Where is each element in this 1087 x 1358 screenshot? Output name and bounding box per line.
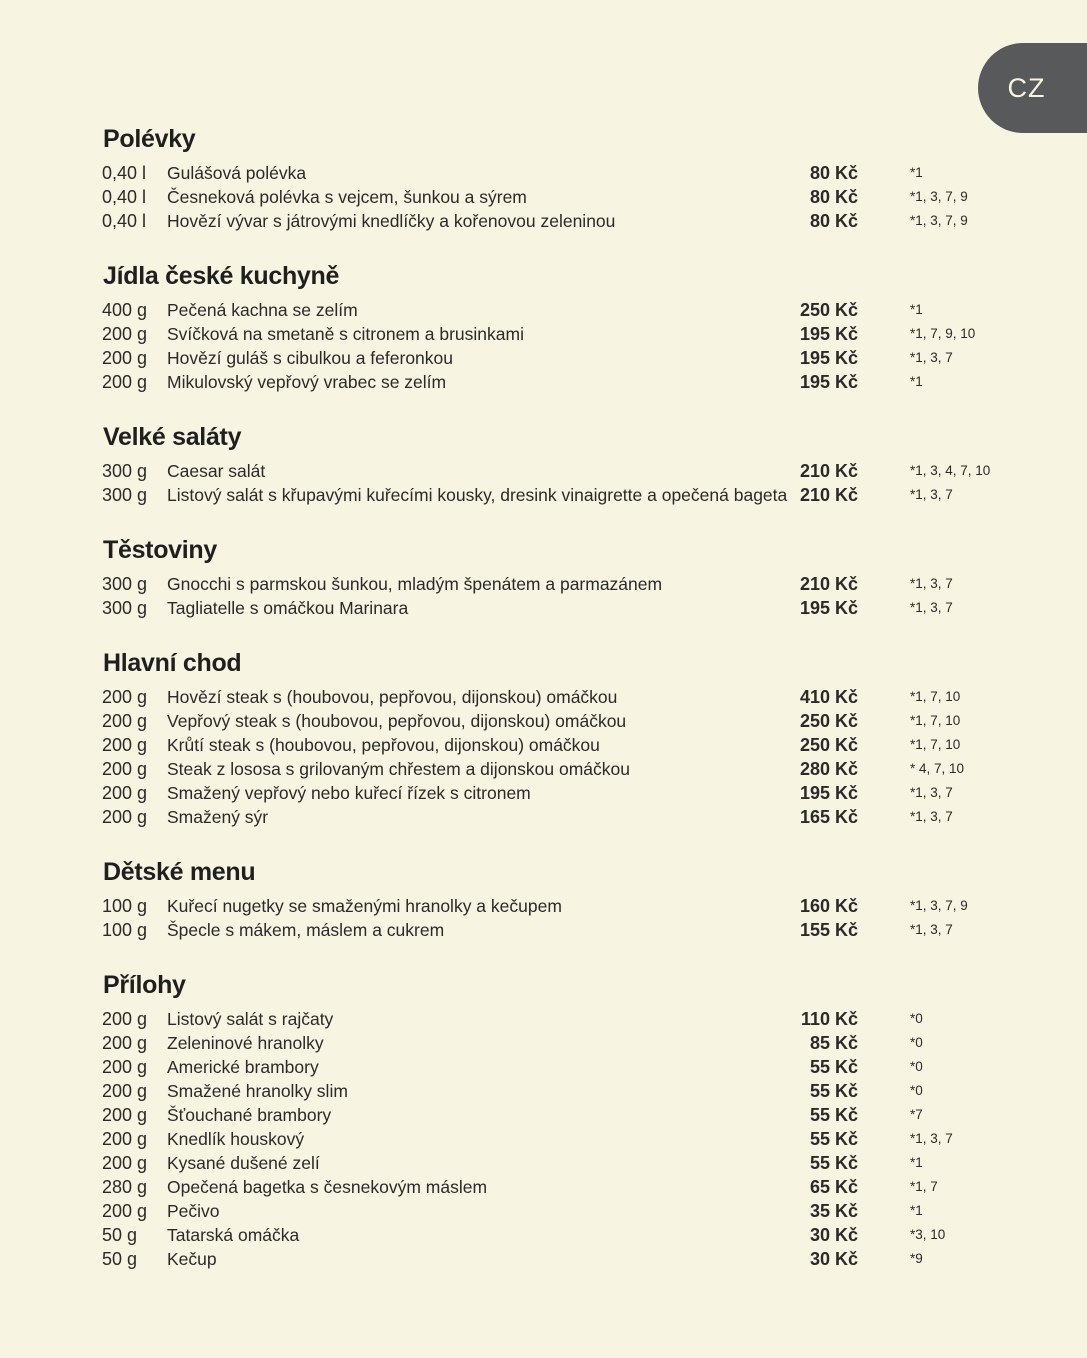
item-quantity: 300 g <box>102 598 148 618</box>
section-items <box>102 298 1022 394</box>
item-name: Opečená bagetka s česnekovým máslem <box>167 1177 488 1197</box>
menu-item <box>102 1223 1022 1247</box>
menu-list <box>102 122 1022 1297</box>
item-quantity: 100 g <box>102 920 148 940</box>
item-price: 280 Kč <box>799 759 858 779</box>
item-allergens: *1, 3, 7 <box>910 1131 953 1146</box>
menu-item <box>102 1031 1022 1055</box>
item-name: Mikulovský vepřový vrabec se zelím <box>167 372 447 392</box>
menu-section-3 <box>102 420 1022 507</box>
item-price: 250 Kč <box>799 735 858 755</box>
item-price: 80 Kč <box>809 187 858 207</box>
item-price: 250 Kč <box>799 711 858 731</box>
item-quantity: 280 g <box>102 1177 148 1197</box>
item-price: 195 Kč <box>799 783 858 803</box>
item-allergens: *1 <box>910 302 923 317</box>
item-allergens: *0 <box>910 1011 923 1026</box>
item-price: 35 Kč <box>809 1201 858 1221</box>
item-name: Gulášová polévka <box>167 163 307 183</box>
item-quantity: 300 g <box>102 574 148 594</box>
item-price: 55 Kč <box>809 1129 858 1149</box>
item-name: Vepřový steak s (houbovou, pepřovou, dijonskou) omáčkou <box>167 711 627 731</box>
item-allergens: *1 <box>910 1155 923 1170</box>
item-quantity: 50 g <box>102 1249 138 1269</box>
item-allergens: *1, 3, 7, 9 <box>910 189 968 204</box>
item-allergens: *1 <box>910 1203 923 1218</box>
item-allergens: *1, 3, 7, 9 <box>910 898 968 913</box>
menu-item <box>102 894 1022 918</box>
item-price: 30 Kč <box>809 1249 858 1269</box>
menu-section-7 <box>102 968 1022 1271</box>
item-allergens: *3, 10 <box>910 1227 946 1242</box>
item-price: 55 Kč <box>809 1153 858 1173</box>
item-allergens: *1, 3, 4, 7, 10 <box>910 463 991 478</box>
menu-item <box>102 1151 1022 1175</box>
menu-item <box>102 781 1022 805</box>
item-quantity: 100 g <box>102 896 148 916</box>
menu-item <box>102 459 1022 483</box>
menu-item <box>102 483 1022 507</box>
item-price: 80 Kč <box>809 211 858 231</box>
item-quantity: 300 g <box>102 461 148 481</box>
item-quantity: 200 g <box>102 711 148 731</box>
menu-item <box>102 1199 1022 1223</box>
menu-item <box>102 757 1022 781</box>
item-price: 210 Kč <box>799 485 858 505</box>
menu-item <box>102 322 1022 346</box>
item-allergens: *1, 3, 7 <box>910 785 953 800</box>
item-quantity: 200 g <box>102 1081 148 1101</box>
item-name: Zeleninové hranolky <box>167 1033 324 1053</box>
item-price: 30 Kč <box>809 1225 858 1245</box>
item-allergens: *1, 3, 7 <box>910 350 953 365</box>
item-price: 55 Kč <box>809 1105 858 1125</box>
item-name: Gnocchi s parmskou šunkou, mladým špenátem a parmazánem <box>167 574 663 594</box>
item-name: Tagliatelle s omáčkou Marinara <box>167 598 409 618</box>
item-name: Krůtí steak s (houbovou, pepřovou, dijonskou) omáčkou <box>167 735 600 755</box>
menu-item <box>102 346 1022 370</box>
language-tab[interactable] <box>978 43 1087 133</box>
menu-item <box>102 1079 1022 1103</box>
item-allergens: *1, 7, 10 <box>910 689 961 704</box>
item-quantity: 200 g <box>102 348 148 368</box>
section-title: Hlavní chod <box>103 649 242 677</box>
menu-item <box>102 1007 1022 1031</box>
section-title: Jídla české kuchyně <box>103 262 340 290</box>
item-name: Listový salát s křupavými kuřecími kousky, dresink vinaigrette a opečená bageta <box>167 485 788 505</box>
menu-section-2 <box>102 259 1022 394</box>
item-name: Hovězí guláš s cibulkou a feferonkou <box>167 348 453 368</box>
section-items <box>102 894 1022 942</box>
item-quantity: 0,40 l <box>102 163 147 183</box>
item-price: 250 Kč <box>799 300 858 320</box>
section-items <box>102 459 1022 507</box>
item-quantity: 200 g <box>102 1201 148 1221</box>
item-quantity: 200 g <box>102 1105 148 1125</box>
section-title: Velké saláty <box>103 423 242 451</box>
item-price: 155 Kč <box>799 920 858 940</box>
item-price: 165 Kč <box>799 807 858 827</box>
item-allergens: *7 <box>910 1107 923 1122</box>
item-quantity: 200 g <box>102 1153 148 1173</box>
item-price: 85 Kč <box>809 1033 858 1053</box>
section-title: Dětské menu <box>103 858 256 886</box>
item-name: Pečivo <box>167 1201 220 1221</box>
item-price: 195 Kč <box>799 598 858 618</box>
item-quantity: 200 g <box>102 735 148 755</box>
menu-item <box>102 572 1022 596</box>
item-name: Česneková polévka s vejcem, šunkou a sýrem <box>167 187 527 207</box>
item-quantity: 200 g <box>102 759 148 779</box>
section-items <box>102 1007 1022 1271</box>
item-name: Kuřecí nugetky se smaženými hranolky a kečupem <box>167 896 562 916</box>
section-items <box>102 685 1022 829</box>
item-quantity: 0,40 l <box>102 187 147 207</box>
section-items <box>102 161 1022 233</box>
item-price: 160 Kč <box>799 896 858 916</box>
item-quantity: 200 g <box>102 1129 148 1149</box>
menu-item <box>102 1103 1022 1127</box>
item-price: 410 Kč <box>799 687 858 707</box>
item-allergens: *1, 3, 7 <box>910 576 953 591</box>
item-price: 110 Kč <box>800 1009 858 1029</box>
section-items <box>102 572 1022 620</box>
item-quantity: 200 g <box>102 1009 148 1029</box>
item-quantity: 0,40 l <box>102 211 147 231</box>
item-name: Smažený vepřový nebo kuřecí řízek s citronem <box>167 783 531 803</box>
language-tab-label: CZ <box>1007 72 1046 103</box>
menu-section-1 <box>102 122 1022 233</box>
item-quantity: 200 g <box>102 372 148 392</box>
menu-item <box>102 370 1022 394</box>
item-price: 195 Kč <box>799 348 858 368</box>
menu-section-4 <box>102 533 1022 620</box>
menu-item <box>102 685 1022 709</box>
item-allergens: *0 <box>910 1083 923 1098</box>
item-allergens: *1, 3, 7 <box>910 600 953 615</box>
item-quantity: 200 g <box>102 1057 148 1077</box>
item-price: 195 Kč <box>799 324 858 344</box>
menu-item <box>102 1175 1022 1199</box>
item-name: Hovězí vývar s játrovými knedlíčky a kořenovou zeleninou <box>167 211 616 231</box>
item-quantity: 300 g <box>102 485 148 505</box>
item-quantity: 50 g <box>102 1225 138 1245</box>
item-name: Pečená kachna se zelím <box>167 300 358 320</box>
item-name: Knedlík houskový <box>167 1129 305 1149</box>
item-quantity: 200 g <box>102 687 148 707</box>
menu-item <box>102 1055 1022 1079</box>
item-price: 80 Kč <box>809 163 858 183</box>
item-quantity: 200 g <box>102 783 148 803</box>
item-allergens: *1, 3, 7 <box>910 809 953 824</box>
item-allergens: *1, 7, 10 <box>910 713 961 728</box>
item-price: 210 Kč <box>799 574 858 594</box>
menu-item <box>102 298 1022 322</box>
menu-item <box>102 805 1022 829</box>
item-quantity: 200 g <box>102 807 148 827</box>
item-name: Listový salát s rajčaty <box>167 1009 334 1029</box>
item-allergens: *0 <box>910 1035 923 1050</box>
menu-item <box>102 709 1022 733</box>
item-name: Tatarská omáčka <box>167 1225 300 1245</box>
item-name: Americké brambory <box>167 1057 319 1077</box>
item-allergens: *1, 3, 7, 9 <box>910 213 968 228</box>
menu-item <box>102 1247 1022 1271</box>
item-name: Steak z lososa s grilovaným chřestem a dijonskou omáčkou <box>167 759 630 779</box>
item-price: 210 Kč <box>799 461 858 481</box>
item-allergens: * 4, 7, 10 <box>910 761 965 776</box>
menu-item <box>102 185 1022 209</box>
section-title: Polévky <box>103 125 196 153</box>
menu-section-5 <box>102 646 1022 829</box>
item-allergens: *1, 7, 9, 10 <box>910 326 976 341</box>
item-quantity: 200 g <box>102 1033 148 1053</box>
section-title: Těstoviny <box>103 536 217 564</box>
item-name: Caesar salát <box>167 461 266 481</box>
item-allergens: *1 <box>910 165 923 180</box>
menu-item <box>102 209 1022 233</box>
item-allergens: *9 <box>910 1251 923 1266</box>
item-allergens: *1, 3, 7 <box>910 922 953 937</box>
item-allergens: *1, 3, 7 <box>910 487 953 502</box>
section-title: Přílohy <box>103 971 186 999</box>
item-name: Smažené hranolky slim <box>167 1081 348 1101</box>
menu-item <box>102 596 1022 620</box>
item-name: Smažený sýr <box>167 807 269 827</box>
item-name: Špecle s mákem, máslem a cukrem <box>167 920 445 940</box>
item-name: Šťouchané brambory <box>167 1105 332 1125</box>
menu-item <box>102 161 1022 185</box>
menu-item <box>102 1127 1022 1151</box>
item-allergens: *0 <box>910 1059 923 1074</box>
item-name: Kysané dušené zelí <box>167 1153 320 1173</box>
menu-item <box>102 918 1022 942</box>
item-price: 55 Kč <box>809 1081 858 1101</box>
menu-item <box>102 733 1022 757</box>
item-price: 65 Kč <box>809 1177 858 1197</box>
item-price: 55 Kč <box>809 1057 858 1077</box>
item-allergens: *1 <box>910 374 923 389</box>
item-quantity: 200 g <box>102 324 148 344</box>
item-price: 195 Kč <box>799 372 858 392</box>
item-name: Svíčková na smetaně s citronem a brusinkami <box>167 324 524 344</box>
item-allergens: *1, 7, 10 <box>910 737 961 752</box>
item-name: Kečup <box>167 1249 217 1269</box>
item-quantity: 400 g <box>102 300 148 320</box>
item-allergens: *1, 7 <box>910 1179 938 1194</box>
menu-section-6 <box>102 855 1022 942</box>
item-name: Hovězí steak s (houbovou, pepřovou, dijonskou) omáčkou <box>167 687 618 707</box>
